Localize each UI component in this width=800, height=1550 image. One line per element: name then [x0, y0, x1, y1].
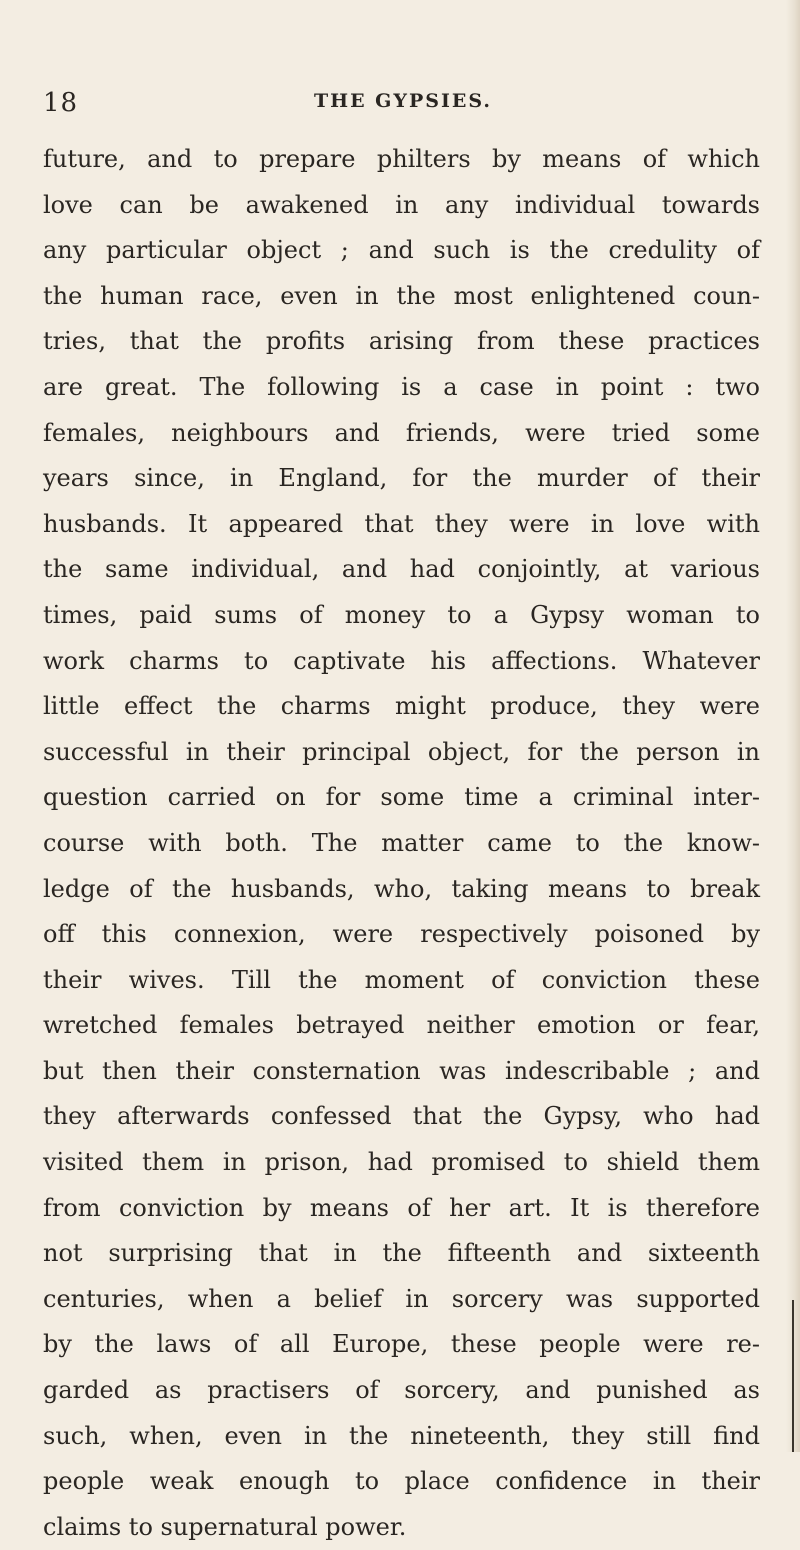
text-line: they afterwards confessed that the Gypsy, who had	[43, 1102, 760, 1131]
text-line: females, neighbours and friends, were tried some	[43, 418, 760, 447]
text-line: wretched females betrayed neither emotion or fear,	[43, 1011, 760, 1040]
text-line-last: claims to supernatural power.	[43, 1512, 407, 1541]
text-line: such, when, even in the nineteenth, they still find	[43, 1421, 760, 1450]
text-line: are great. The following is a case in point : two	[43, 372, 760, 401]
page-number: 18	[43, 88, 79, 118]
text-line: successful in their principal object, for the person in	[43, 737, 760, 766]
page-edge-line	[792, 1300, 794, 1452]
text-line: work charms to captivate his affections. Whatever	[43, 646, 760, 675]
page-header	[43, 88, 763, 128]
text-line: people weak enough to place confidence in their	[43, 1467, 760, 1496]
text-line: from conviction by means of her art. It is therefore	[43, 1193, 760, 1222]
text-line: by the laws of all Europe, these people were re-	[43, 1330, 760, 1359]
text-line: ledge of the husbands, who, taking means to break	[43, 874, 760, 903]
text-line: course with both. The matter came to the know-	[43, 828, 760, 857]
body-text	[43, 137, 760, 1550]
text-line: times, paid sums of money to a Gypsy woman to	[43, 600, 760, 629]
text-line: but then their consternation was indescribable ; and	[43, 1056, 760, 1085]
text-line: any particular object ; and such is the credulity of	[43, 236, 760, 265]
text-line: husbands. It appeared that they were in love with	[43, 509, 760, 538]
text-line: centuries, when a belief in sorcery was supported	[43, 1284, 760, 1313]
text-line: garded as practisers of sorcery, and punished as	[43, 1376, 760, 1405]
text-line: love can be awakened in any individual towards	[43, 190, 760, 219]
text-line: question carried on for some time a criminal inter-	[43, 783, 760, 812]
text-line: the human race, even in the most enlightened coun-	[43, 281, 760, 310]
text-line: years since, in England, for the murder of their	[43, 464, 760, 493]
running-title: THE GYPSIES.	[313, 90, 492, 112]
text-line: their wives. Till the moment of conviction these	[43, 965, 760, 994]
text-line: tries, that the profits arising from these practices	[43, 327, 760, 356]
text-line: off this connexion, were respectively poisoned by	[43, 920, 760, 949]
text-line: little effect the charms might produce, they were	[43, 692, 760, 721]
text-line: the same individual, and had conjointly, at various	[43, 555, 760, 584]
text-line: visited them in prison, had promised to shield them	[43, 1148, 760, 1177]
text-line: future, and to prepare philters by means of which	[43, 145, 760, 173]
page-edge-shadow	[786, 0, 800, 1452]
text-line: not surprising that in the fifteenth and sixteenth	[43, 1239, 760, 1268]
